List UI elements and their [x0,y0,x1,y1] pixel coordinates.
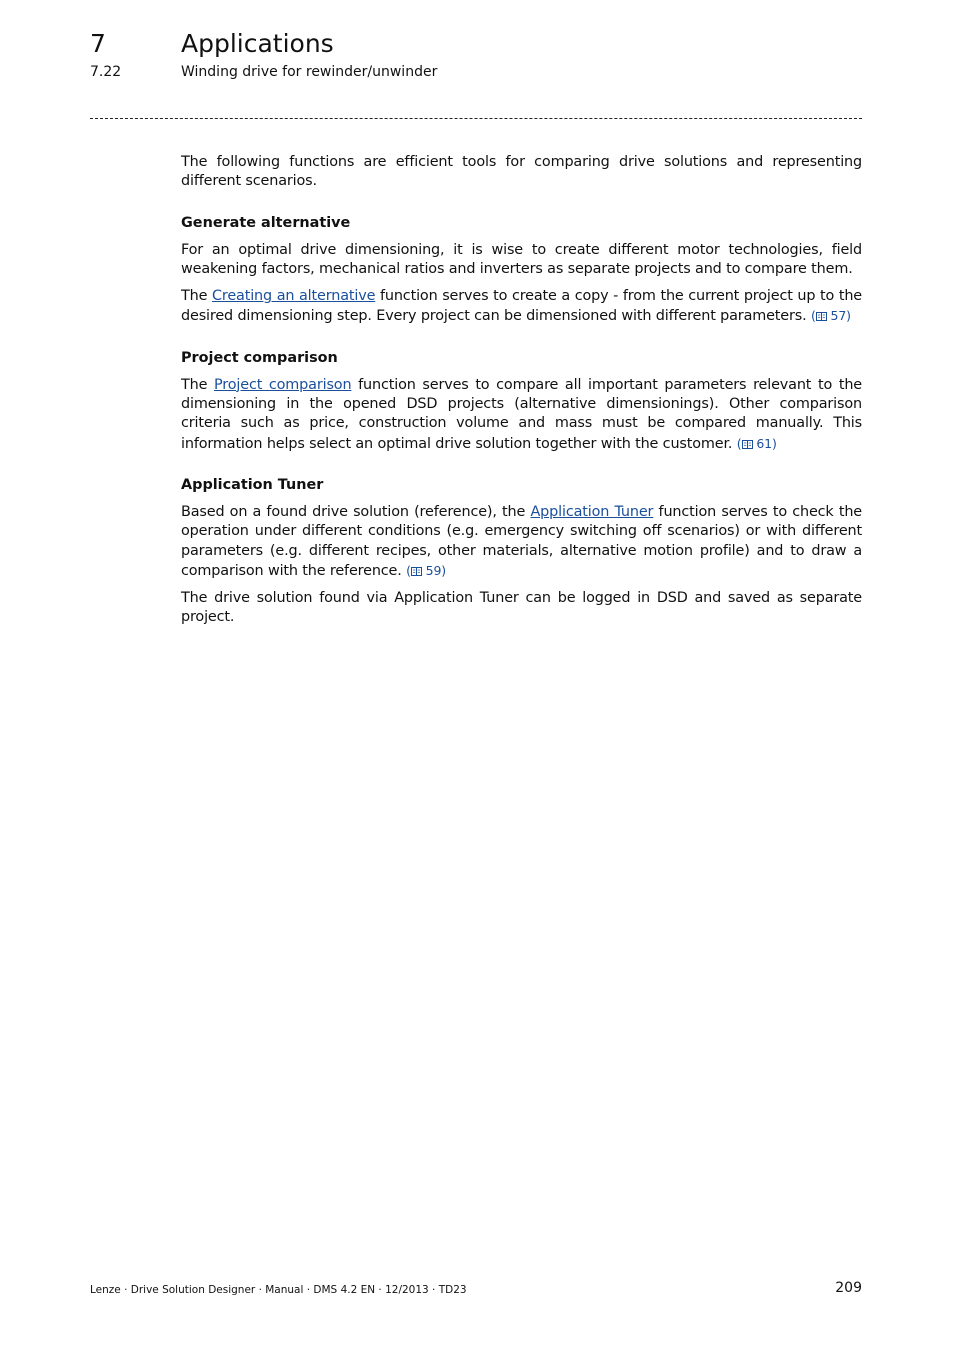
ref-page-number: 61 [756,435,772,451]
section-title: Winding drive for rewinder/unwinder [181,64,438,80]
footer-page-number: 209 [835,1280,862,1296]
page-reference-link[interactable] [406,563,446,578]
application-tuner-paragraph-2: The drive solution found via Application Tuner can be logged in DSD and saved as separate project. [181,590,862,626]
text-run: function serves to create a copy - from the current project up to the desired dimensioning step. Every project can be dimensioned with different parameters. [181,288,863,325]
text-run: function serves to check the operation under different conditions (e.g. emergency switching off scenarios) or with different parameters (e.g. different recipes, other materials, alternative motion profile) and to draw a comparison with the reference. [181,503,863,579]
section-number: 7.22 [90,64,122,80]
ref-page-number: 57 [830,308,847,324]
ref-open-paren: ( [736,435,742,451]
ref-open-paren: ( [406,562,411,578]
book-icon [742,440,753,449]
ref-close-paren: ) [441,562,447,578]
text-run: function serves to compare all important parameters relevant to the dimensioning in the opened DSD projects (alternative dimensionings). Other comparison criteria such as price, construction volume and mass must be compared manually. This information helps select an optimal drive solution together with the customer. [181,376,862,452]
ref-open-paren: ( [810,308,816,324]
footer-document-info: Lenze · Drive Solution Designer · Manual · DMS 4.2 EN · 12/2013 · TD23 [90,1284,467,1296]
application-tuner-link[interactable]: Application Tuner [530,503,654,520]
main-content [181,153,862,636]
heading-project-comparison: Project comparison [181,349,338,366]
project-comparison-paragraph [181,376,862,454]
intro-paragraph: The following functions are efficient tools for comparing drive solutions and representing different scenarios. [181,154,862,190]
book-icon [816,312,827,321]
ref-close-paren: ) [771,435,777,451]
ref-close-paren: ) [846,308,851,324]
header-dashed-rule [90,118,862,119]
application-tuner-paragraph-1 [181,503,862,581]
heading-application-tuner: Application Tuner [181,476,324,493]
book-icon [411,567,422,576]
heading-generate-alternative: Generate alternative [181,214,351,231]
generate-alternative-paragraph-2 [181,287,862,327]
project-comparison-link[interactable]: Project comparison [214,376,352,393]
text-run: Based on a found drive solution (reference), the [181,503,531,520]
ref-page-number: 59 [425,562,442,578]
page-reference-link[interactable] [737,436,777,451]
text-run: The [181,288,212,305]
creating-an-alternative-link[interactable]: Creating an alternative [212,288,376,305]
generate-alternative-paragraph-1: For an optimal drive dimensioning, it is wise to create different motor technologies, field weakening factors, mechanical ratios and inverters as separate projects and to compare them. [181,241,862,277]
page-reference-link[interactable] [811,308,851,323]
text-run: The [181,376,215,393]
chapter-number: 7 [90,29,106,58]
chapter-title: Applications [181,29,334,58]
